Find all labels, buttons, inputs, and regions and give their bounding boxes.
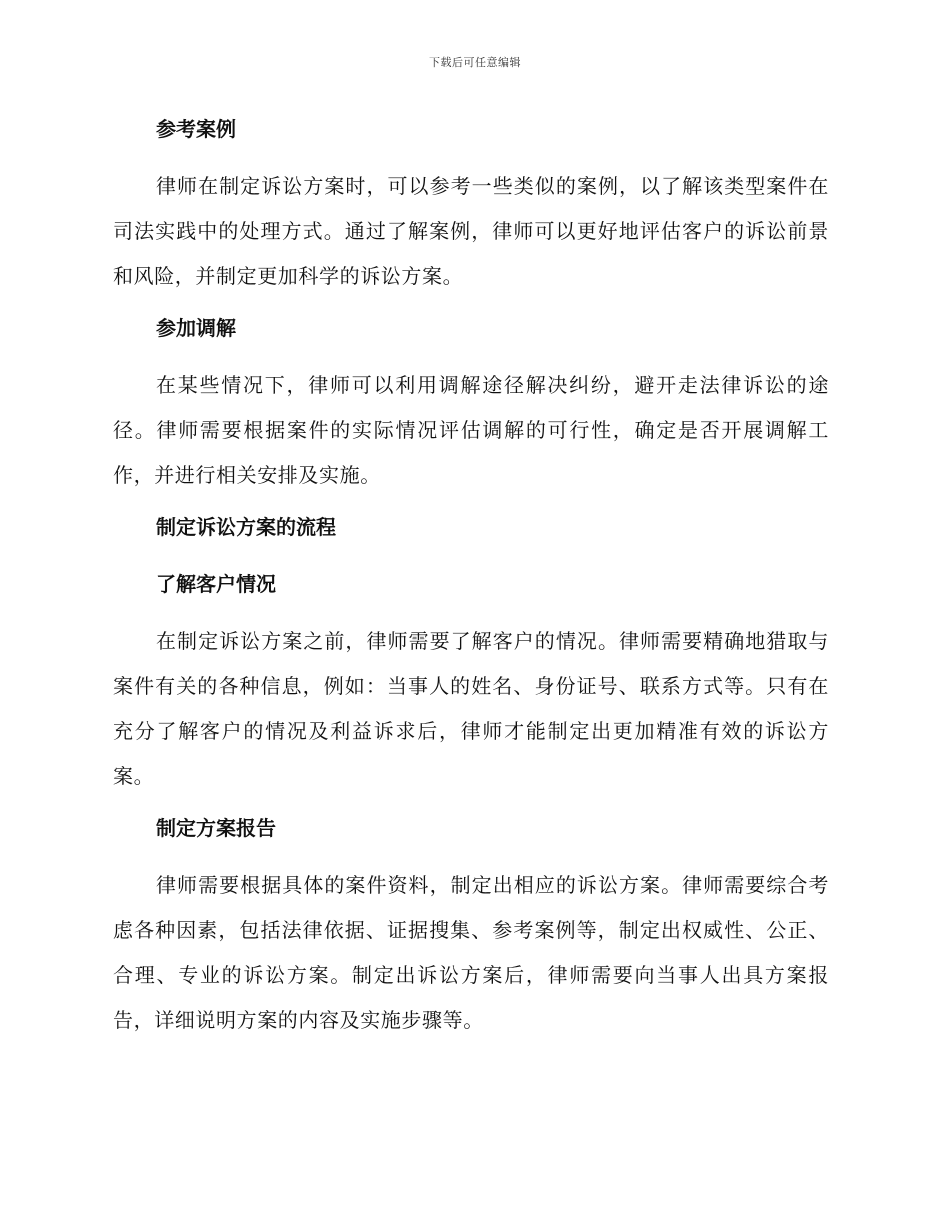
page-header-note: 下载后可任意编辑 (429, 56, 521, 69)
section-heading-process: 制定诉讼方案的流程 (156, 515, 336, 539)
section-heading-plan-report: 制定方案报告 (156, 816, 276, 840)
section-paragraph-mediation: 在某些情况下，律师可以利用调解途径解决纠纷，避开走法律诉讼的途径。律师需要根据案件的实际情况评估调解的可行性，确定是否开展调解工作，并进行相关安排及实施。 (113, 373, 829, 487)
section-heading-mediation: 参加调解 (156, 316, 236, 340)
section-heading-reference-cases: 参考案例 (156, 117, 236, 141)
section-paragraph-reference-cases: 律师在制定诉讼方案时，可以参考一些类似的案例，以了解该类型案件在司法实践中的处理方式。通过了解案例，律师可以更好地评估客户的诉讼前景和风险，并制定更加科学的诉讼方案。 (113, 174, 829, 288)
section-paragraph-client-situation: 在制定诉讼方案之前，律师需要了解客户的情况。律师需要精确地猎取与案件有关的各种信息，例如：当事人的姓名、身份证号、联系方式等。只有在充分了解客户的情况及利益诉求后，律师才能制定出更加精准有效的诉讼方案。 (113, 629, 829, 788)
document-body (113, 114, 829, 1043)
section-heading-client-situation: 了解客户情况 (156, 572, 276, 596)
section-paragraph-plan-report: 律师需要根据具体的案件资料，制定出相应的诉讼方案。律师需要综合考虑各种因素，包括法律依据、证据搜集、参考案例等，制定出权威性、公正、合理、专业的诉讼方案。制定出诉讼方案后，律师需要向当事人出具方案报告，详细说明方案的内容及实施步骤等。 (113, 873, 829, 1032)
